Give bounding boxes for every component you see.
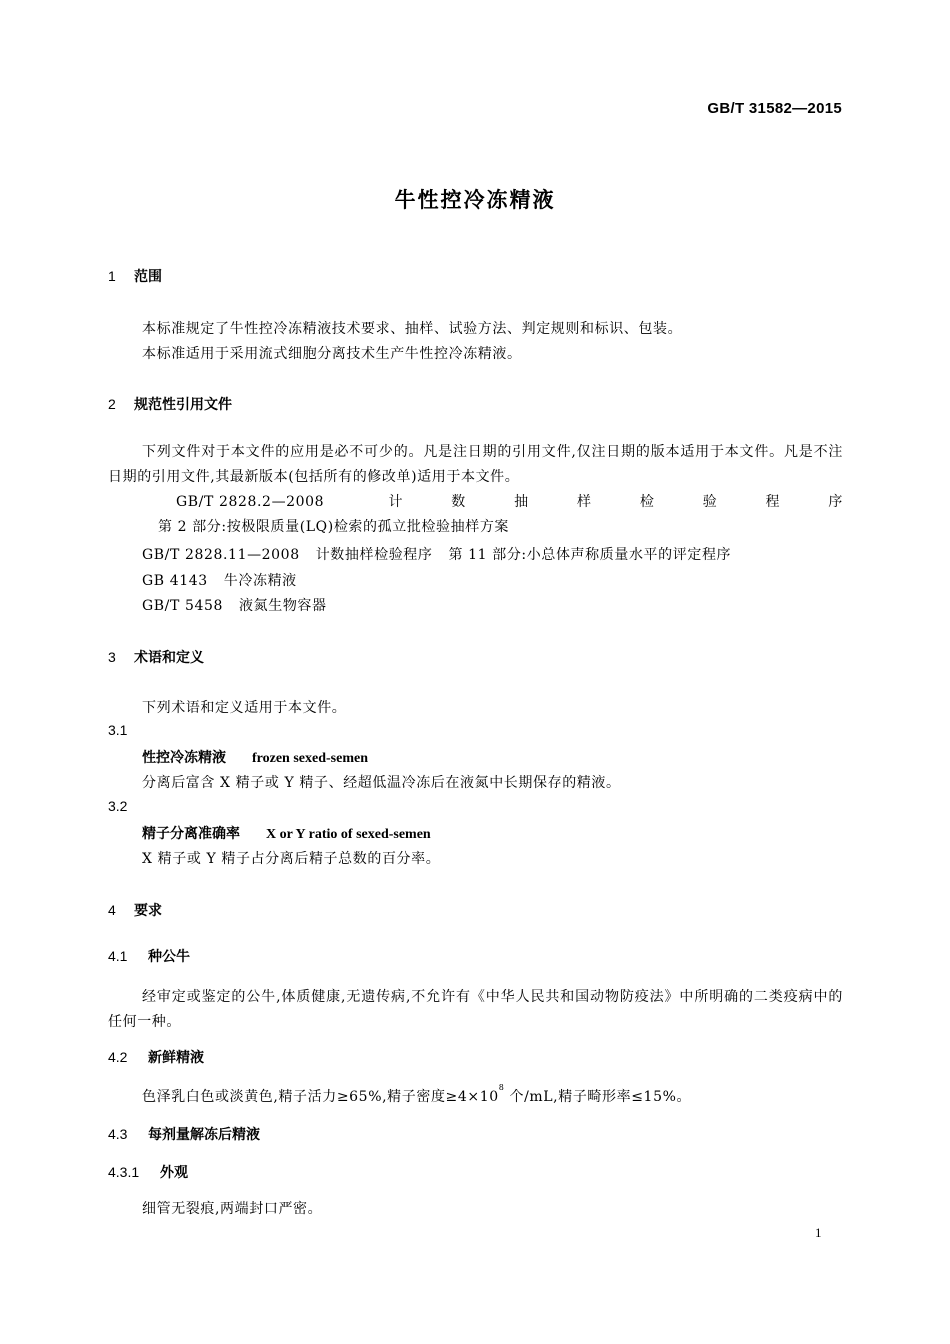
paragraph: 下列术语和定义适用于本文件。 xyxy=(142,700,347,716)
subsection-4-3-heading xyxy=(108,1124,260,1144)
reference-code: GB/T 5458 xyxy=(142,598,224,614)
paragraph: 细管无裂痕,两端封口严密。 xyxy=(142,1201,323,1217)
reference-code: GB 4143 xyxy=(142,573,208,589)
reference-part: 第 2 部分:按极限质量(LQ)检索的孤立批检验抽样方案 xyxy=(158,519,510,535)
reference-item xyxy=(142,595,327,615)
reference-code: GB/T 2828.2—2008 xyxy=(176,494,325,510)
term-heading xyxy=(142,747,368,767)
subsection-title: 新鲜精液 xyxy=(148,1050,204,1066)
term-definition: X 精子或 Y 精子占分离后精子总数的百分率。 xyxy=(142,851,441,867)
section-title: 要求 xyxy=(134,903,162,919)
subsection-4-1-heading xyxy=(108,946,190,966)
term-en: frozen sexed-semen xyxy=(252,751,368,766)
subsection-4-3-1-heading xyxy=(108,1162,188,1182)
term-zh: 性控冷冻精液 xyxy=(142,750,226,766)
reference-title: 计数抽样检验程序 xyxy=(315,547,433,563)
term-definition: 分离后富含 X 精子或 Y 精子、经超低温冷冻后在液氮中长期保存的精液。 xyxy=(142,775,621,791)
page-number: 1 xyxy=(815,1225,822,1240)
subsection-title: 外观 xyxy=(160,1165,188,1181)
reference-part: 第 11 部分:小总体声称质量水平的评定程序 xyxy=(448,547,732,563)
paragraph: 经审定或鉴定的公牛,体质健康,无遗传病,不允许有《中华人民共和国动物防疫法》中所明确的二类疫病中的任何一种。 xyxy=(108,989,843,1030)
subsection-number: 4.1 xyxy=(108,948,128,964)
section-3-heading xyxy=(108,647,204,667)
section-4-heading xyxy=(108,900,162,920)
subsection-number: 4.2 xyxy=(108,1049,128,1065)
term-number: 3.1 xyxy=(108,722,128,738)
section-number: 4 xyxy=(108,902,116,918)
section-title: 规范性引用文件 xyxy=(134,397,232,413)
paragraph: 本标准规定了牛性控冷冻精液技术要求、抽样、试验方法、判定规则和标识、包装。 xyxy=(142,321,683,337)
reference-item xyxy=(142,544,731,564)
text-run: 色泽乳白色或淡黄色,精子活力≥65%,精子密度≥4×10 xyxy=(142,1089,499,1105)
section-2-heading xyxy=(108,394,232,414)
section-title: 术语和定义 xyxy=(134,650,204,666)
reference-title: 计数抽样检验程序 xyxy=(340,494,843,510)
subsection-number: 4.3.1 xyxy=(108,1164,140,1180)
subsection-4-2-heading xyxy=(108,1047,204,1067)
reference-item xyxy=(108,490,843,540)
superscript: 8 xyxy=(498,1083,505,1092)
term-number: 3.2 xyxy=(108,798,128,814)
reference-code: GB/T 2828.11—2008 xyxy=(142,547,300,563)
term-zh: 精子分离准确率 xyxy=(142,826,240,842)
standard-number: GB/T 31582—2015 xyxy=(707,100,842,117)
section-1-heading xyxy=(108,266,162,286)
paragraph: 下列文件对于本文件的应用是必不可少的。凡是注日期的引用文件,仅注日期的版本适用于本文件。凡是不注日期的引用文件,其最新版本(包括所有的修改单)适用于本文件。 xyxy=(108,444,843,485)
section-number: 1 xyxy=(108,268,116,284)
subsection-title: 种公牛 xyxy=(148,949,190,965)
paragraph xyxy=(142,1083,692,1106)
reference-item xyxy=(142,570,297,590)
subsection-number: 4.3 xyxy=(108,1126,128,1142)
subsection-title: 每剂量解冻后精液 xyxy=(148,1127,260,1143)
term-heading xyxy=(142,823,431,843)
section-title: 范围 xyxy=(134,269,162,285)
text-run: 个/mL,精子畸形率≤15%。 xyxy=(504,1089,692,1105)
reference-title: 液氮生物容器 xyxy=(239,598,327,614)
document-title: 牛性控冷冻精液 xyxy=(394,188,556,212)
section-number: 2 xyxy=(108,396,116,412)
paragraph: 本标准适用于采用流式细胞分离技术生产牛性控冷冻精液。 xyxy=(142,346,522,362)
section-number: 3 xyxy=(108,649,116,665)
reference-title: 牛冷冻精液 xyxy=(223,573,297,589)
term-en: X or Y ratio of sexed-semen xyxy=(266,827,431,842)
